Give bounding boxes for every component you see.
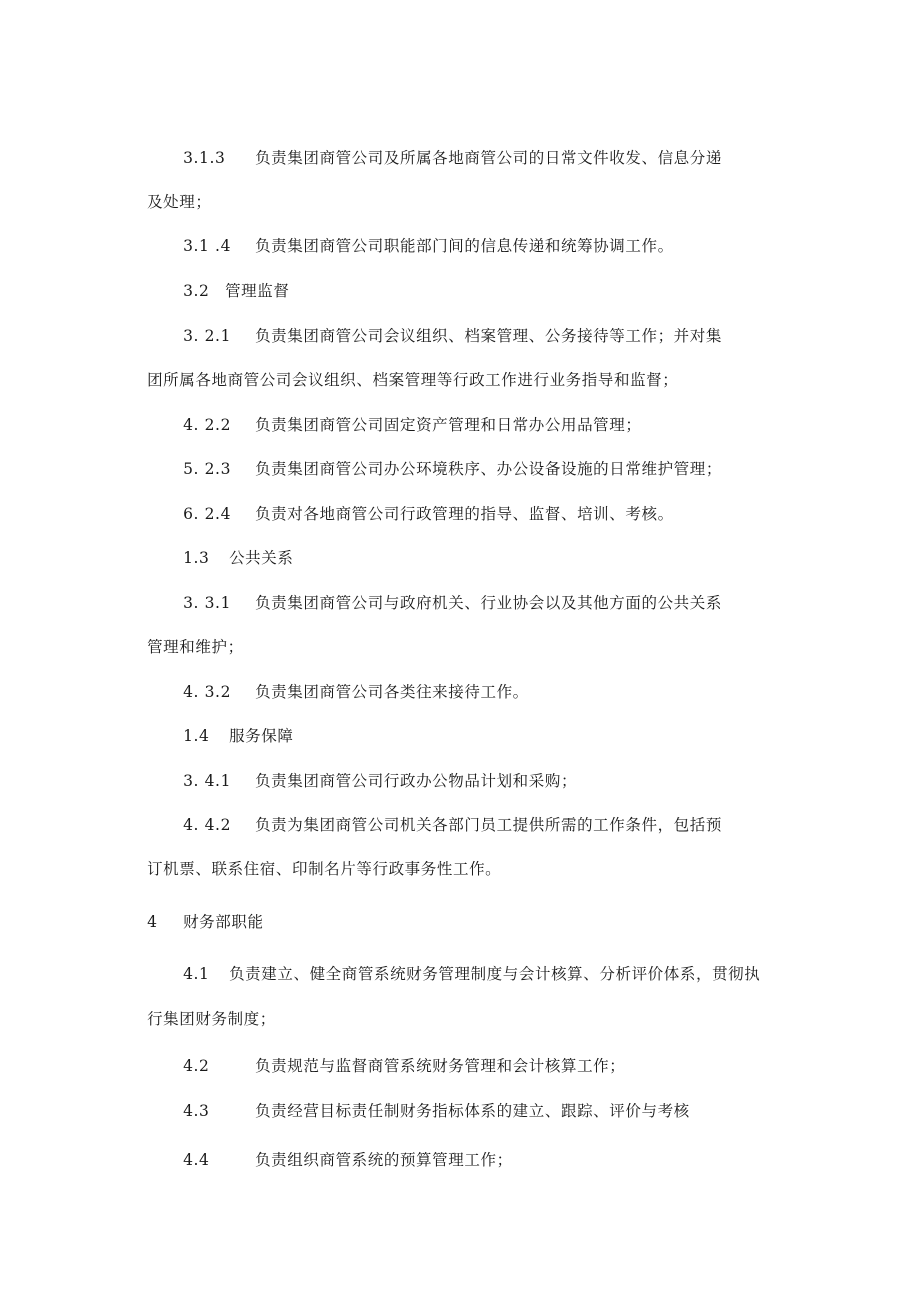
line-text: 负责规范与监督商管系统财务管理和会计核算工作； [255, 1057, 626, 1075]
paragraph-line [172, 573, 722, 613]
section-heading [172, 528, 293, 568]
paragraph-line [136, 989, 276, 1029]
line-text: 管理和维护； [147, 638, 244, 656]
line-text: 负责对各地商管公司行政管理的指导、监督、培训、考核。 [255, 505, 674, 523]
section-number: 4.3 [183, 1102, 210, 1120]
paragraph-line [172, 662, 529, 702]
line-text: 行集团财务制度； [147, 1010, 276, 1028]
section-number: 1.3 [183, 549, 210, 567]
heading-text: 服务保障 [229, 727, 294, 745]
paragraph-line [172, 944, 760, 984]
section-number: 4.1 [183, 965, 210, 983]
paragraph-line [136, 350, 678, 390]
section-number: 6. 2.4 [183, 505, 232, 523]
line-text: 负责集团商管公司固定资产管理和日常办公用品管理； [255, 416, 642, 434]
section-heading [172, 706, 293, 746]
paragraph-line [172, 1081, 690, 1121]
line-text: 负责集团商管公司职能部门间的信息传递和统筹协调工作。 [255, 237, 674, 255]
section-number: 4.4 [183, 1151, 210, 1169]
line-text: 负责集团商管公司与政府机关、行业协会以及其他方面的公共关系 [255, 594, 722, 612]
section-number: 1.4 [183, 727, 210, 745]
heading-text: 财务部职能 [183, 913, 264, 931]
chapter-heading [136, 892, 264, 932]
paragraph-line [172, 795, 722, 835]
paragraph-line [136, 172, 211, 212]
section-number: 4. 2.2 [183, 416, 232, 434]
section-number: 3.2 [183, 282, 210, 300]
paragraph-line [172, 751, 577, 791]
section-heading [172, 261, 289, 301]
section-number: 3.1 .4 [183, 237, 232, 255]
section-number: 3. 3.1 [183, 594, 232, 612]
section-number: 5. 2.3 [183, 460, 232, 478]
line-text: 负责集团商管公司及所属各地商管公司的日常文件收发、信息分递 [255, 149, 722, 167]
section-number: 3. 2.1 [183, 327, 232, 345]
line-text: 负责集团商管公司办公环境秩序、办公设备设施的日常维护管理； [255, 460, 722, 478]
chapter-number: 4 [147, 913, 158, 931]
section-number: 4.2 [183, 1057, 210, 1075]
heading-text: 管理监督 [225, 282, 290, 300]
line-text: 负责建立、健全商管系统财务管理制度与会计核算、分析评价体系，贯彻执 [229, 965, 761, 983]
paragraph-line [172, 395, 641, 435]
section-number: 3.1.3 [183, 149, 226, 167]
line-text: 订机票、联系住宿、印制名片等行政事务性工作。 [147, 860, 502, 878]
paragraph-line [172, 439, 722, 479]
paragraph-line [172, 484, 674, 524]
line-text: 团所属各地商管公司会议组织、档案管理等行政工作进行业务指导和监督； [147, 371, 679, 389]
line-text: 负责集团商管公司各类往来接待工作。 [255, 683, 529, 701]
paragraph-line [136, 839, 501, 879]
line-text: 及处理； [147, 193, 212, 211]
paragraph-line [172, 216, 674, 256]
line-text: 负责组织商管系统的预算管理工作； [255, 1151, 513, 1169]
paragraph-line [136, 617, 244, 657]
paragraph-line [172, 306, 722, 346]
paragraph-line [172, 1036, 625, 1076]
line-text: 负责为集团商管公司机关各部门员工提供所需的工作条件，包括预 [255, 816, 722, 834]
paragraph-line [172, 128, 722, 168]
section-number: 4. 4.2 [183, 816, 232, 834]
heading-text: 公共关系 [229, 549, 294, 567]
paragraph-line [172, 1130, 513, 1170]
section-number: 3. 4.1 [183, 772, 232, 790]
line-text: 负责集团商管公司行政办公物品计划和采购； [255, 772, 578, 790]
line-text: 负责集团商管公司会议组织、档案管理、公务接待等工作；并对集 [255, 327, 722, 345]
line-text: 负责经营目标责任制财务指标体系的建立、跟踪、评价与考核 [255, 1102, 690, 1120]
section-number: 4. 3.2 [183, 683, 232, 701]
